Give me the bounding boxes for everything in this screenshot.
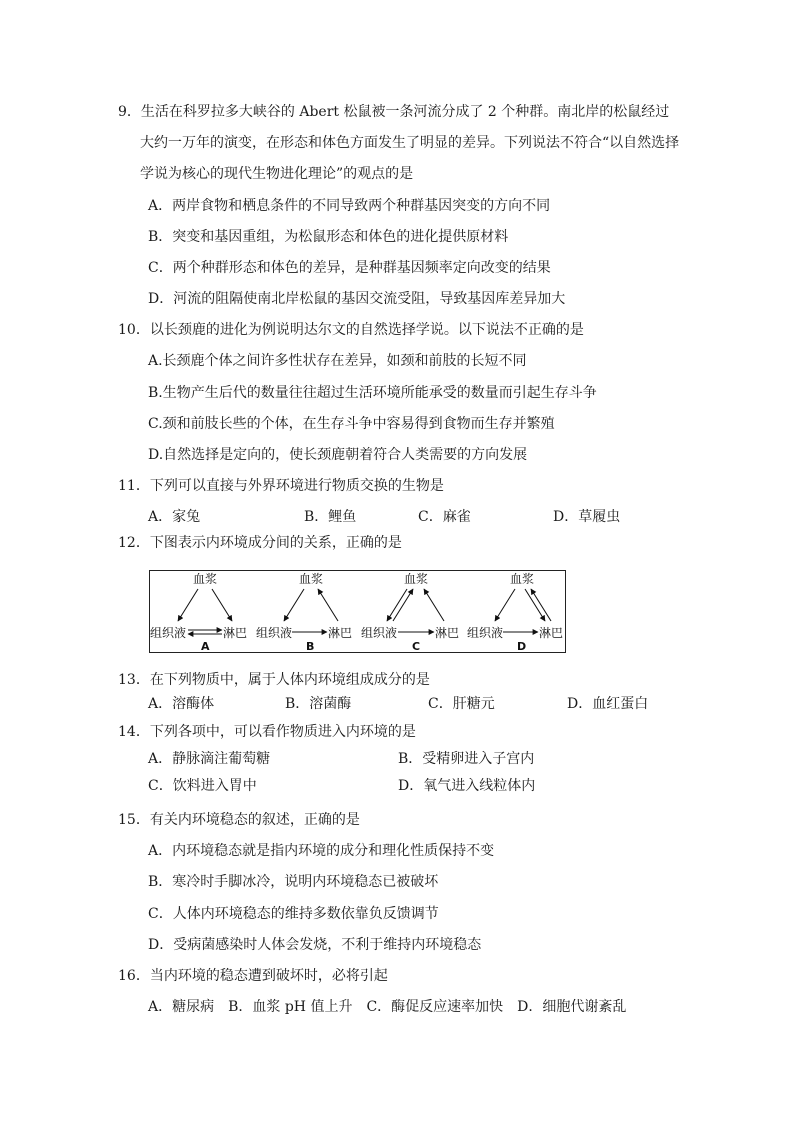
q9-stem-line2: 大约一万年的演变，在形态和体色方面发生了明显的差异。下列说法不符合“以自然选择 — [140, 135, 680, 151]
panel-a-letter: A — [201, 640, 210, 653]
q11-option-d: D．草履虫 — [553, 509, 621, 525]
q10-option-c: C.颈和前肢长些的个体，在生存斗争中容易得到食物而生存并繁殖 — [148, 416, 555, 432]
panel-d-arrow-plasma-to-lymph — [525, 589, 545, 621]
q13-option-d: D．血红蛋白 — [567, 696, 649, 712]
panel-c-arrow-lymph-to-plasma — [424, 589, 444, 621]
q13-option-a: A．溶酶体 — [148, 696, 215, 712]
q15-stem: 15．有关内环境稳态的叙述，正确的是 — [118, 812, 360, 828]
q12-diagram — [149, 570, 566, 653]
q16-stem: 16．当内环境的稳态遭到破坏时，必将引起 — [118, 968, 388, 984]
q9-stem-line3: 学说为核心的现代生物进化理论”的观点的是 — [140, 166, 414, 182]
panel-a-arrow-plasma-to-lymph — [212, 589, 232, 621]
panel-d-top-label: 血浆 — [510, 572, 535, 586]
q9-option-c: C．两个种群形态和体色的差异，是种群基因频率定向改变的结果 — [148, 260, 551, 276]
panel-a-top-label: 血浆 — [193, 572, 218, 586]
q12-panel-d — [467, 571, 563, 653]
q12-diagram-svg — [150, 571, 567, 654]
panel-d-arrow-lymph-to-plasma — [531, 589, 551, 621]
panel-b-right-label: 淋巴 — [328, 626, 353, 640]
q9-stem-line1: 9．生活在科罗拉多大峡谷的 Abert 松鼠被一条河流分成了 2 个种群。南北岸的松鼠经过 — [118, 104, 670, 120]
q12-panel-b — [256, 571, 352, 653]
panel-a-right-label: 淋巴 — [223, 626, 248, 640]
q9-option-d: D．河流的阻隔使南北岸松鼠的基因交流受阻，导致基因库差异加大 — [148, 291, 566, 307]
q9-option-a: A．两岸食物和栖息条件的不同导致两个种群基因突变的方向不同 — [148, 198, 551, 214]
q14-stem: 14．下列各项中，可以看作物质进入内环境的是 — [118, 724, 416, 740]
panel-d-letter: D — [517, 640, 527, 653]
q15-option-d: D．受病菌感染时人体会发烧，不利于维持内环境稳态 — [148, 937, 482, 953]
q12-stem: 12．下图表示内环境成分间的关系，正确的是 — [118, 535, 402, 551]
q15-option-c: C．人体内环境稳态的维持多数依靠负反馈调节 — [148, 906, 439, 922]
q14-option-d: D．氧气进入线粒体内 — [398, 778, 536, 794]
q10-option-a: A.长颈鹿个体之间许多性状存在差异，如颈和前肢的长短不同 — [148, 353, 527, 369]
panel-c-arrow-tissue-to-plasma — [393, 589, 413, 621]
q14-option-a: A．静脉滴注葡萄糖 — [148, 751, 271, 767]
q14-option-b: B．受精卵进入子宫内 — [398, 751, 535, 767]
panel-b-top-label: 血浆 — [299, 572, 324, 586]
panel-c-left-label: 组织液 — [361, 626, 398, 640]
q11-option-a: A．家兔 — [148, 509, 201, 525]
q14-option-c: C．饮料进入胃中 — [148, 778, 257, 794]
q11-stem: 11．下列可以直接与外界环境进行物质交换的生物是 — [118, 478, 444, 494]
q11-option-c: C．麻雀 — [418, 509, 471, 525]
q15-option-a: A．内环境稳态就是指内环境的成分和理化性质保持不变 — [148, 843, 495, 859]
q12-panel-c — [361, 571, 459, 653]
panel-a-left-label: 组织液 — [150, 626, 187, 640]
panel-b-arrow-lymph-to-plasma — [318, 589, 338, 621]
q9-option-b: B．突变和基因重组，为松鼠形态和体色的进化提供原材料 — [148, 229, 509, 245]
panel-c-top-label: 血浆 — [404, 572, 429, 586]
q10-option-b: B.生物产生后代的数量往往超过生活环境所能承受的数量而引起生存斗争 — [148, 385, 597, 401]
q13-option-c: C．肝糖元 — [428, 696, 495, 712]
panel-b-left-label: 组织液 — [256, 626, 293, 640]
q13-stem: 13．在下列物质中，属于人体内环境组成成分的是 — [118, 672, 430, 688]
panel-d-left-label: 组织液 — [467, 626, 504, 640]
panel-a-arrow-plasma-to-tissue — [178, 589, 198, 621]
panel-c-letter: C — [412, 640, 421, 653]
panel-c-arrow-plasma-to-tissue — [387, 589, 407, 621]
q16-options: A．糖尿病 B．血浆 pH 值上升 C．酶促反应速率加快 D．细胞代谢紊乱 — [148, 999, 627, 1015]
panel-b-arrow-plasma-to-tissue — [284, 589, 304, 621]
panel-d-right-label: 淋巴 — [539, 626, 564, 640]
q12-panel-a — [150, 571, 247, 653]
q11-option-b: B．鲤鱼 — [304, 509, 357, 525]
panel-c-right-label: 淋巴 — [435, 626, 460, 640]
panel-b-letter: B — [306, 640, 315, 653]
q13-option-b: B．溶菌酶 — [285, 696, 352, 712]
q15-option-b: B．寒冷时手脚冰冷，说明内环境稳态已被破坏 — [148, 874, 439, 890]
q10-stem: 10．以长颈鹿的进化为例说明达尔文的自然选择学说。以下说法不正确的是 — [118, 322, 584, 338]
q10-option-d: D.自然选择是定向的，使长颈鹿朝着符合人类需要的方向发展 — [148, 447, 528, 463]
panel-d-arrow-plasma-to-tissue — [495, 589, 515, 621]
